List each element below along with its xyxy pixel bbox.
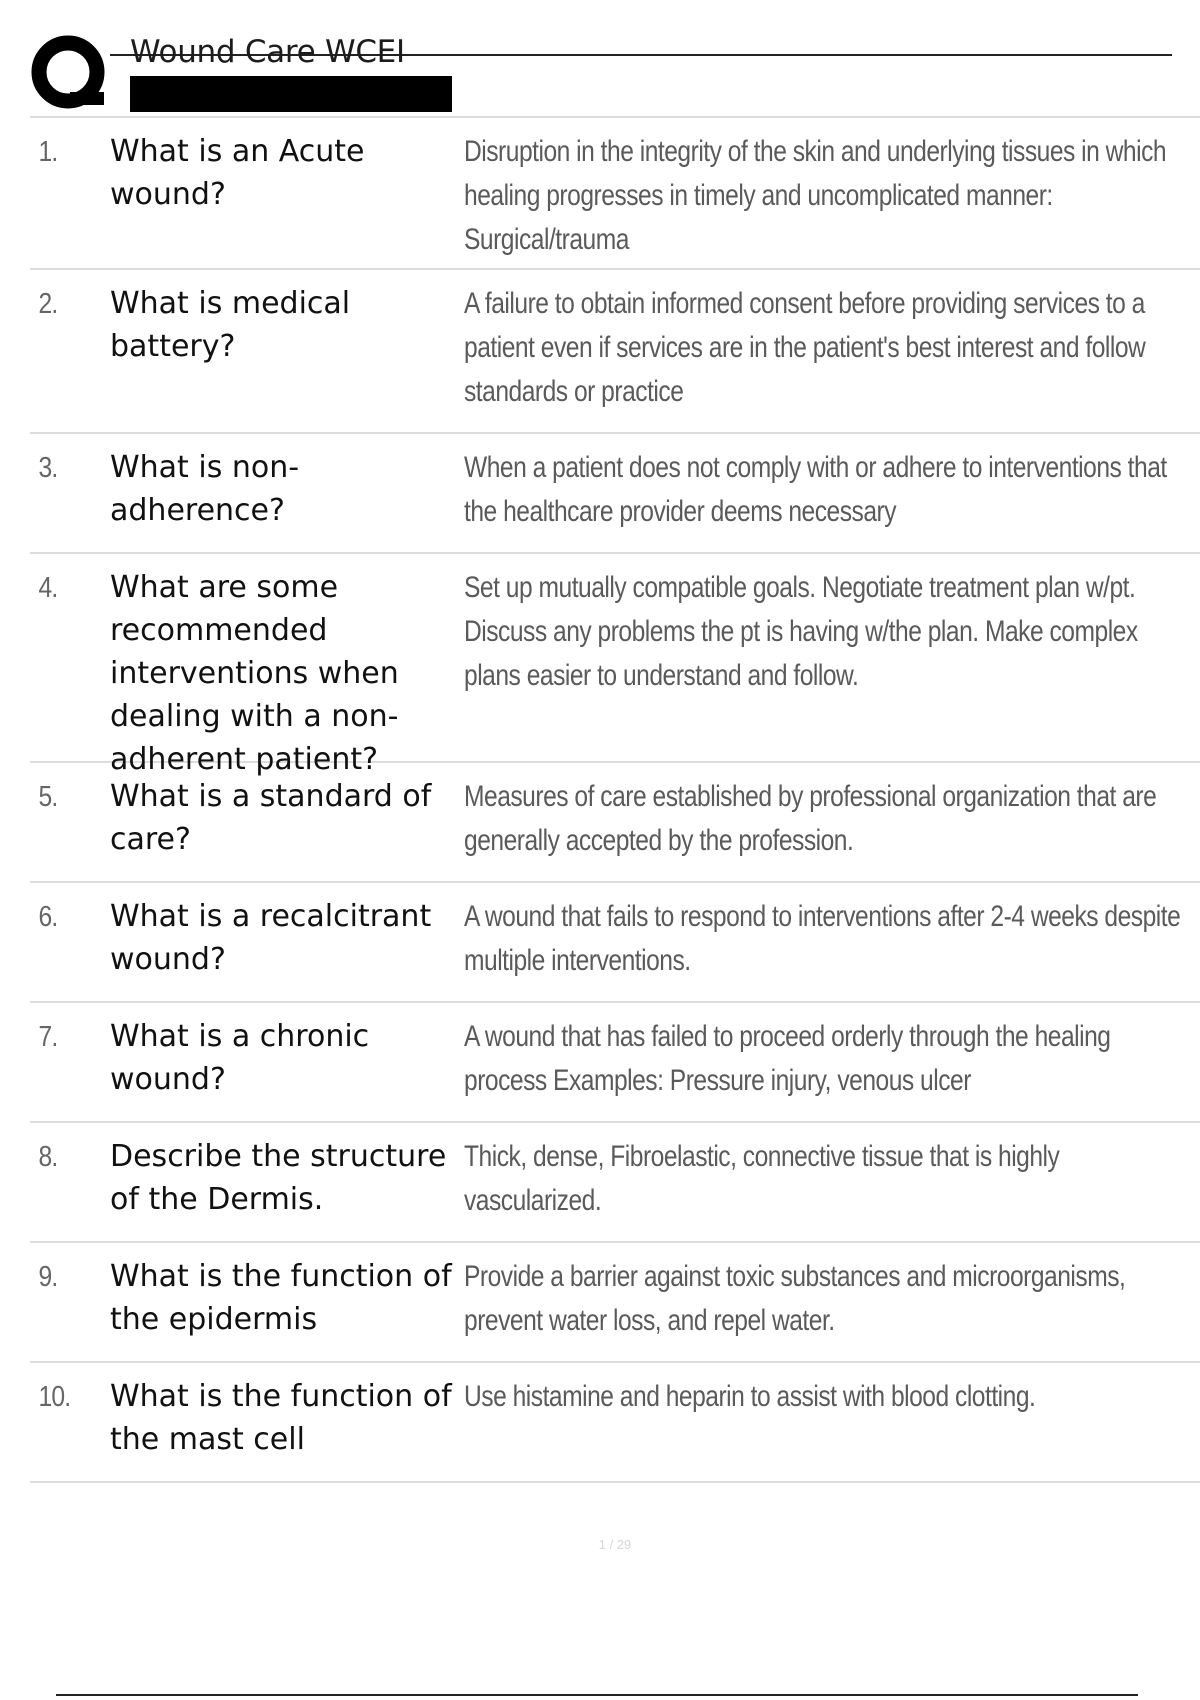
- card-number: 6.: [38, 901, 58, 933]
- flashcard-row: [30, 761, 1200, 881]
- card-answer: When a patient does not comply with or adhere to interventions that the healthcare provider deems necessary: [464, 451, 1167, 528]
- card-answer: A failure to obtain informed consent before providing services to a patient even if services are in the patient's best interest and follow standards or practice: [464, 287, 1146, 408]
- card-question: What is a recalcitrant wound?: [110, 899, 432, 977]
- page-number: 1 / 29: [598, 1537, 632, 1552]
- flashcard-row: [30, 552, 1200, 777]
- card-question: What are some recommended interventions when dealing with a non-adherent patient?: [110, 570, 399, 777]
- card-answer: Measures of care established by professional organization that are generally accepted by the profession.: [464, 780, 1157, 857]
- card-question: What is a standard of care?: [110, 779, 432, 857]
- card-number: 2.: [38, 288, 58, 320]
- card-number: 1.: [38, 136, 58, 168]
- document-header: [30, 30, 1142, 118]
- flashcard-list: [30, 116, 1200, 1483]
- card-answer: Set up mutually compatible goals. Negotiate treatment plan w/pt. Discuss any problems the pt is having w/the plan. Make complex plans easier to understand and follow.: [464, 571, 1138, 692]
- flashcard-row: [30, 1241, 1200, 1361]
- card-answer: A wound that has failed to proceed orderly through the healing process Examples: Pressure injury, venous ulcer: [464, 1020, 1111, 1097]
- redaction-bar: [130, 76, 452, 112]
- card-question: What is an Acute wound?: [110, 134, 365, 212]
- card-number: 7.: [38, 1021, 58, 1053]
- card-number: 9.: [38, 1261, 58, 1293]
- card-number: 4.: [38, 572, 58, 604]
- flashcard-row: [30, 1001, 1200, 1121]
- card-answer: Disruption in the integrity of the skin and underlying tissues in which healing progresses in timely and uncomplicated manner: Surgical/trauma: [464, 135, 1167, 256]
- card-answer: Provide a barrier against toxic substances and microorganisms, prevent water loss, and repel water.: [464, 1260, 1126, 1337]
- card-number: 5.: [38, 781, 58, 813]
- flashcard-row: [30, 116, 1200, 268]
- card-answer: Thick, dense, Fibroelastic, connective tissue that is highly vascularized.: [464, 1140, 1060, 1217]
- flashcard-row: [30, 1121, 1200, 1241]
- card-question: What is the function of the epidermis: [110, 1259, 452, 1337]
- card-number: 10.: [38, 1381, 71, 1413]
- card-question: Describe the structure of the Dermis.: [110, 1139, 447, 1217]
- card-question: What is medical battery?: [110, 286, 351, 364]
- card-question: What is a chronic wound?: [110, 1019, 370, 1097]
- flashcard-row: [30, 1361, 1200, 1483]
- card-number: 8.: [38, 1141, 58, 1173]
- document-title: Wound Care WCEI: [130, 34, 405, 70]
- card-question: What is non-adherence?: [110, 450, 300, 528]
- card-answer: A wound that fails to respond to interventions after 2-4 weeks despite multiple interventions.: [464, 900, 1181, 977]
- flashcard-row: [30, 881, 1200, 1001]
- flashcard-row: [30, 268, 1200, 432]
- footer-rule: [56, 1694, 1138, 1696]
- card-number: 3.: [38, 452, 58, 484]
- card-question: What is the function of the mast cell: [110, 1379, 452, 1457]
- flashcard-row: [30, 432, 1200, 552]
- q-logo-icon: [30, 32, 112, 114]
- card-answer: Use histamine and heparin to assist with blood clotting.: [464, 1380, 1036, 1413]
